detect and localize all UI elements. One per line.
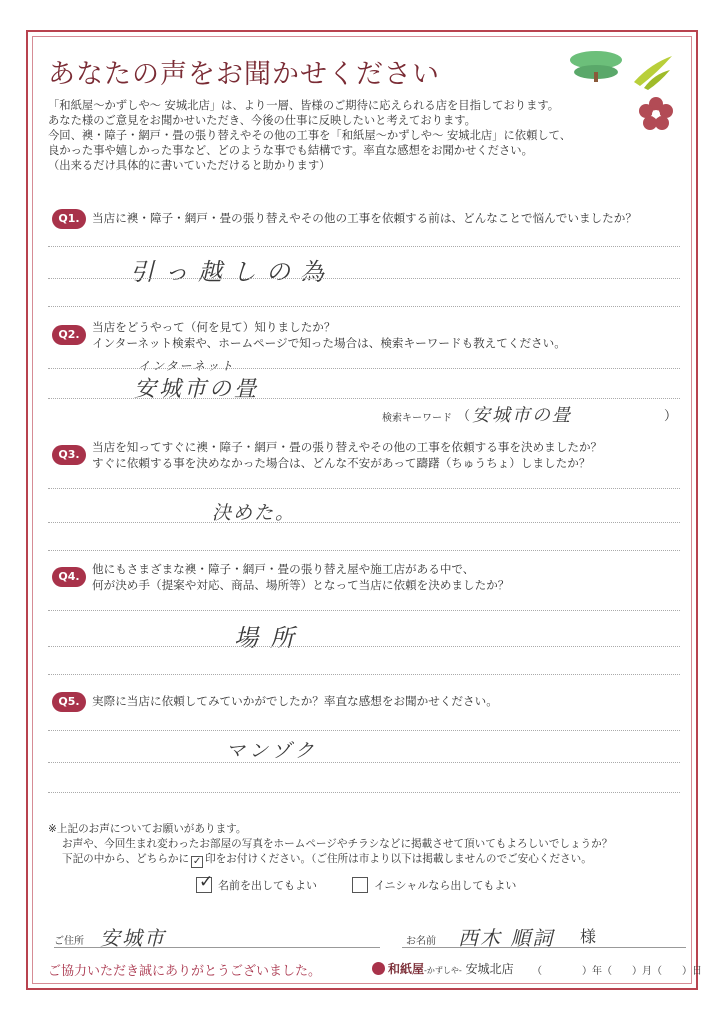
q1-badge: Q1.	[52, 209, 86, 229]
date-field: （ ）年（ ）月（ ）日	[532, 966, 702, 977]
address-label: ご住所	[54, 936, 84, 947]
q1-text: 当店に襖・障子・網戸・畳の張り替えやその他の工事を依頼する前は、どんなことで悩んでいましたか？	[92, 211, 637, 225]
q2-badge: Q2.	[52, 325, 86, 345]
answer-rule	[48, 610, 680, 611]
q4-text-1: 他にもさまざまな襖・障子・網戸・畳の張り替え屋や施工店がある中で、	[92, 562, 475, 576]
intro-line: 今回、襖・障子・網戸・畳の張り替えやその他の工事を「和紙屋～かずしや～ 安城北店」に依頼して、	[48, 129, 572, 142]
q3-answer: 決めた。	[212, 502, 297, 524]
check-icon: ✓	[192, 856, 202, 867]
answer-rule	[48, 368, 680, 369]
q4-answer: 場所	[234, 624, 306, 652]
keyword-label: 検索キーワード	[382, 413, 452, 424]
publication-note	[48, 822, 612, 868]
intro-line: あなた様のご意見をお聞かせいただき、今後の仕事に反映したいと考えております。	[48, 114, 476, 127]
answer-rule	[48, 762, 680, 763]
address-line	[54, 947, 380, 948]
choice-label: 名前を出してもよい	[218, 879, 317, 892]
intro-line: （出来るだけ具体的に書いていただけると助かります）	[48, 159, 331, 172]
shop-branch: 安城北店	[465, 962, 514, 976]
q2-answer: 安城市の畳	[134, 377, 260, 402]
name-value: 西木 順詞	[458, 926, 555, 950]
q3-text-2: すぐに依頼する事を決めなかった場合は、どんな不安があって躊躇（ちゅうちょ）しましたか？	[92, 456, 591, 470]
q5-text: 実際に当店に依頼してみていかがでしたか？率直な感想をお聞かせください。	[92, 694, 498, 708]
pine-icon	[566, 46, 626, 84]
answer-rule	[48, 550, 680, 551]
answer-rule	[48, 646, 680, 647]
answer-rule	[48, 792, 680, 793]
keyword-value: 安城市の畳	[472, 405, 572, 426]
name-line	[402, 947, 686, 948]
q2-answer-note: インターネット	[138, 359, 235, 373]
q3-badge: Q3.	[52, 445, 86, 465]
intro-line: 「和紙屋～かずしや～ 安城北店」は、より一層、皆様のご期待に応えられる店を目指しております。	[48, 99, 560, 112]
answer-rule	[48, 674, 680, 675]
q1-answer: 引っ越しの為	[130, 258, 334, 286]
answer-rule	[48, 522, 680, 523]
answer-rule	[48, 730, 680, 731]
note-line-3b: 印をお付けください。（ご住所は市より以下は掲載しませんのでご安心ください。	[205, 853, 592, 865]
note-line-1: ※上記のお声についてお願いがあります。	[48, 823, 247, 835]
q3-text-1: 当店を知ってすぐに襖・障子・網戸・畳の張り替えやその他の工事を依頼する事を決めましたか？	[92, 440, 603, 454]
choice-label: イニシャルなら出してもよい	[374, 879, 517, 892]
note-line-2: お声や、今回生まれ変わったお部屋の写真をホームページやチラシなどに掲載させて頂いてもよろしいでしょうか？	[62, 838, 613, 850]
q5-badge: Q5.	[52, 692, 86, 712]
intro-line: 良かった事や嬉しかった事など、どのような事でも結構です。率直な感想をお聞かせください。	[48, 144, 533, 157]
name-label: お名前	[406, 936, 436, 947]
answer-rule	[48, 306, 680, 307]
note-line-3	[48, 852, 612, 868]
q2-text-2: インターネット検索や、ホームページで知った場合は、検索キーワードも教えてください。	[92, 336, 566, 350]
note-line-3a: 下記の中から、どちらかに	[62, 853, 190, 865]
checkbox-name-ok[interactable]	[196, 872, 214, 893]
answer-rule	[48, 398, 680, 399]
bamboo-leaf-icon	[630, 50, 676, 90]
shop-name	[372, 960, 514, 977]
q4-badge: Q4.	[52, 567, 86, 587]
answer-rule	[48, 278, 680, 279]
q5-answer: マンゾク	[226, 740, 318, 762]
thanks-message: ご協力いただき誠にありがとうございました。	[48, 964, 322, 979]
shop-brand: 和紙屋	[388, 962, 425, 976]
shop-kana: -かずしや-	[424, 966, 462, 975]
honorific: 様	[580, 927, 597, 946]
checkbox-initials-ok[interactable]	[352, 877, 368, 893]
keyword-close-paren: ）	[664, 409, 678, 424]
intro-text	[48, 98, 648, 173]
answer-rule	[48, 488, 680, 489]
choice-initials-ok[interactable]	[352, 877, 516, 893]
shop-logo-icon	[372, 962, 385, 975]
q2-text-1: 当店をどうやって（何を見て）知りましたか？	[92, 320, 336, 334]
check-icon: ✓	[199, 872, 214, 892]
answer-rule	[48, 246, 680, 247]
page-title: あなたの声をお聞かせください	[48, 59, 440, 90]
q4-text-2: 何が決め手（提案や対応、商品、場所等）となって当店に依頼を決めましたか？	[92, 578, 510, 592]
address-value: 安城市	[100, 926, 166, 950]
choice-name-ok[interactable]	[196, 872, 317, 893]
keyword-open-paren: （	[457, 409, 471, 424]
